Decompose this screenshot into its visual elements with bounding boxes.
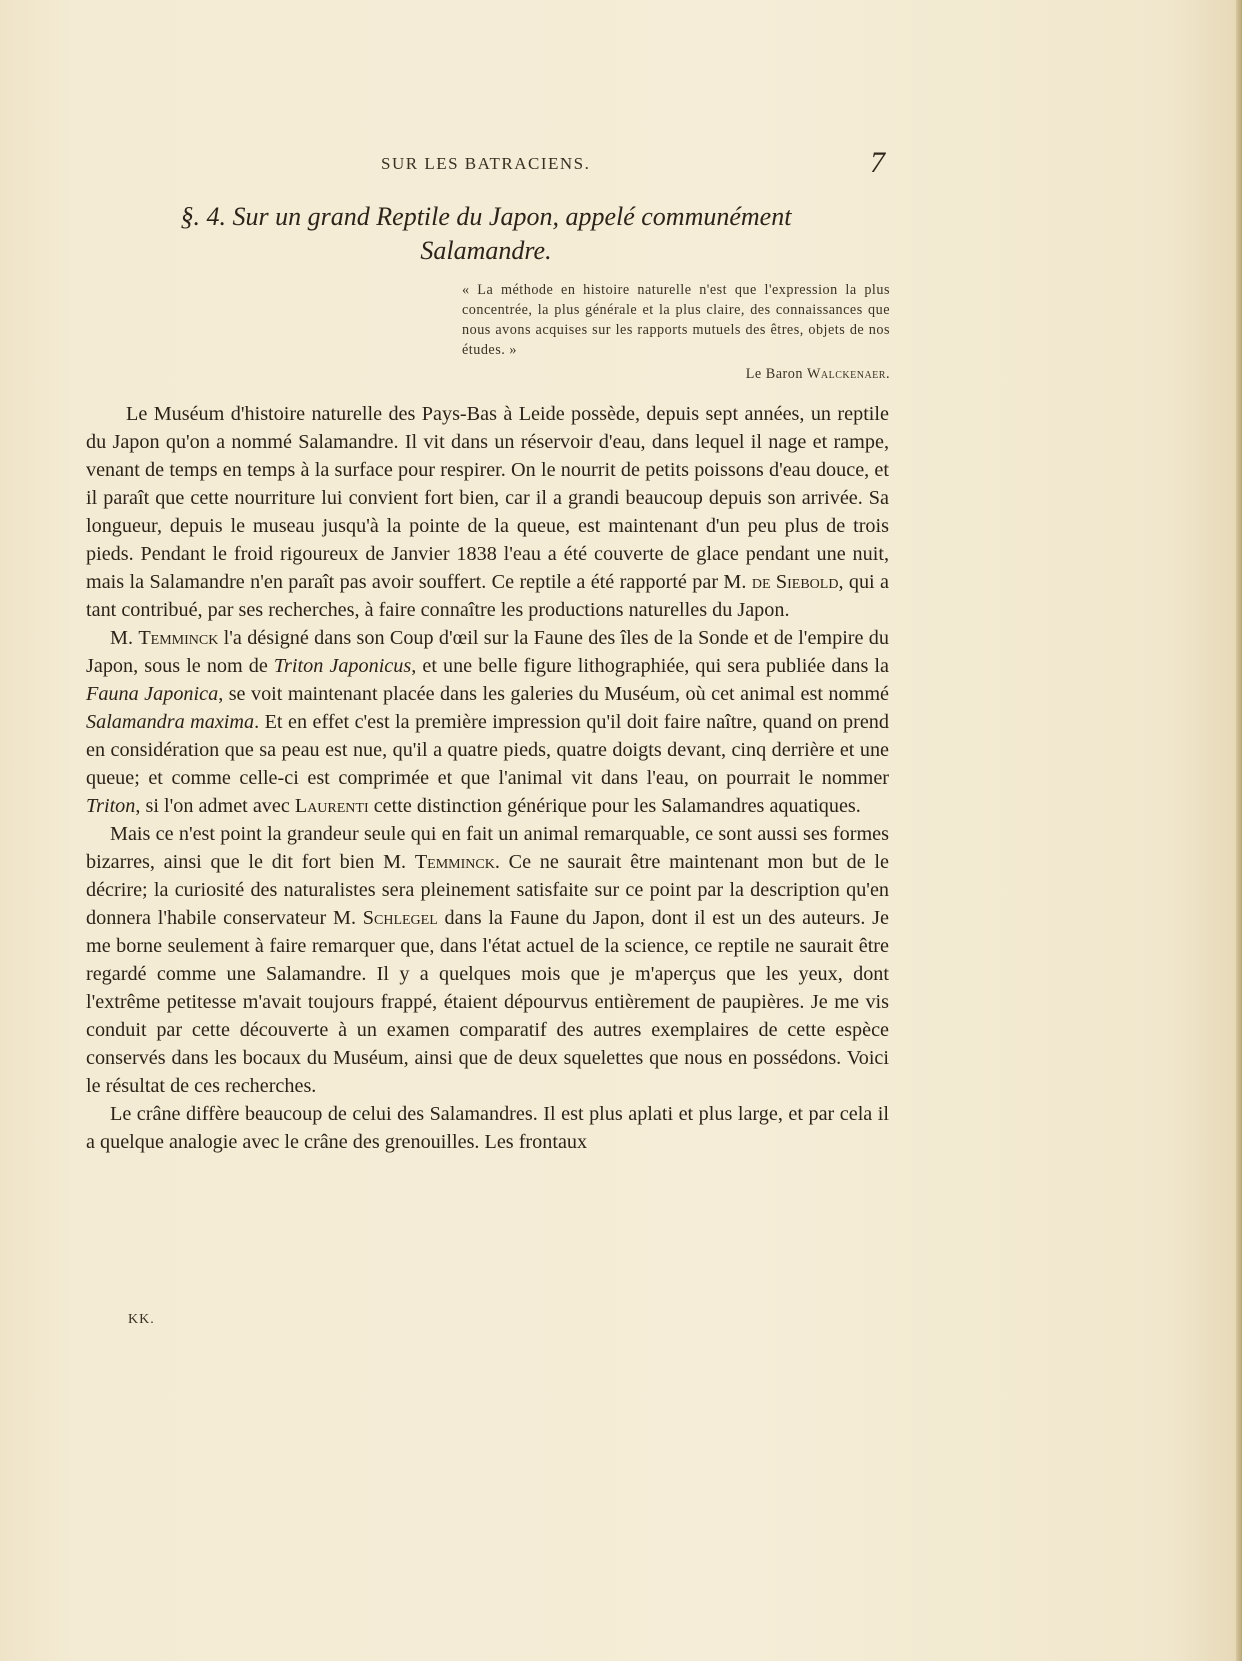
paragraph-2-start: M. bbox=[110, 627, 133, 649]
person-name: Laurenti bbox=[294, 795, 369, 817]
signature-mark: KK. bbox=[128, 1312, 155, 1327]
paragraph-4 bbox=[86, 1100, 889, 1156]
body-text bbox=[86, 400, 889, 1156]
epigraph-quote: « La méthode en histoire naturelle n'est que l'expression la plus concentrée, la plus générale et la plus claire, des connaissances que nous avons acquises sur les rapports mutuels des êtres, objets de nos études. » bbox=[462, 282, 890, 358]
work-title: Fauna Japonica bbox=[86, 683, 219, 705]
species-name: Triton Japonicus bbox=[273, 655, 412, 677]
person-name: Temminck bbox=[138, 627, 219, 649]
species-name: Salamandra maxima bbox=[86, 711, 255, 733]
paragraph-2-text-e: , si l'on admet avec bbox=[135, 795, 295, 817]
epigraph-author-name: Walckenaer. bbox=[807, 366, 890, 382]
paragraph-3 bbox=[86, 820, 889, 1100]
person-name: Temminck bbox=[414, 851, 495, 873]
section-heading-line1 bbox=[86, 200, 886, 234]
epigraph-author-prefix: Le Baron bbox=[745, 366, 803, 382]
epigraph-author bbox=[462, 366, 890, 383]
section-title-line1: Sur un grand Reptile du Japon, appelé communément bbox=[232, 202, 792, 231]
person-name: Schlegel bbox=[362, 907, 438, 929]
paragraph-1 bbox=[86, 400, 889, 624]
section-heading bbox=[86, 200, 886, 268]
paragraph-1-text: Le Muséum d'histoire naturelle des Pays-Bas à Leide possède, depuis sept années, un reptile du Japon qu'on a nommé Salamandre. Il vit dans un réservoir d'eau, dans lequel il nage et rampe, venant de temps en temps à la surface pour respirer. On le nourrit de petits poissons d'eau douce, et il paraît que cette nourriture lui convient fort bien, car il a grandi beaucoup depuis son arrivée. Sa longueur, depuis le museau jusqu'à la pointe de la queue, est maintenant d'un peu plus de trois pieds. Pendant le froid rigoureux de Janvier 1838 l'eau a été couverte de glace pendant une nuit, mais la Salamandre n'en paraît pas avoir souffert. Ce reptile a été rapporté par M. bbox=[86, 403, 889, 593]
running-title: SUR LES BATRACIENS. bbox=[381, 154, 591, 173]
paragraph-2-text-a: l'a désigné dans son Coup d'œil sur la Faune des îles de la Sonde et de l'empire du Japon, sous le nom de bbox=[86, 627, 889, 677]
paragraph-2 bbox=[86, 624, 889, 820]
section-title-line2: Salamandre. bbox=[420, 236, 552, 265]
paragraph-2-text-b: , et une belle figure lithographiée, qui sera publiée dans la bbox=[411, 655, 889, 677]
page-number: 7 bbox=[870, 146, 885, 179]
paragraph-3-text-c: dans la Faune du Japon, dont il est un des auteurs. Je me borne seulement à faire remarquer que, dans l'état actuel de la science, ce reptile ne saurait être regardé comme une Salamandre. Il y a quelques mois que je m'aperçus que les yeux, dont l'extrême petitesse m'avait toujours frappé, étaient dépourvus entièrement de paupières. Je me vis conduit par cette découverte à un examen comparatif des autres exemplaires de cette espèce conservés dans les bocaux du Muséum, ainsi que de deux squelettes que nous en possédons. Voici le résultat de ces recherches. bbox=[86, 907, 889, 1097]
paragraph-3-text-b: . Ce ne saurait être maintenant mon but de le décrire; la curiosité des naturalistes sera pleinement satisfaite sur ce point par la description qu'en donnera l'habile conservateur M. bbox=[86, 851, 889, 929]
paragraph-2-text-d: . Et en effet c'est la première impression qu'il doit faire naître, quand on prend en considération que sa peau est nue, qu'il a quatre pieds, quatre doigts devant, cinq derrière et une queue; et comme celle-ci est comprimée et que l'animal vit dans l'eau, on pourrait le nommer bbox=[86, 711, 889, 789]
section-number: §. 4. bbox=[180, 202, 227, 231]
genus-name: Triton bbox=[86, 795, 136, 817]
page-edge bbox=[1236, 0, 1242, 1661]
running-head bbox=[86, 146, 886, 180]
paragraph-4-text: Le crâne diffère beaucoup de celui des Salamandres. Il est plus aplati et plus large, et par cela il a quelque analogie avec le crâne des grenouilles. Les frontaux bbox=[86, 1103, 889, 1153]
paragraph-2-text-c: , se voit maintenant placée dans les galeries du Muséum, où cet animal est nommé bbox=[218, 683, 889, 705]
paragraph-2-text-f: cette distinction générique pour les Salamandres aquatiques. bbox=[368, 795, 861, 817]
paragraph-3-text-a: Mais ce n'est point la grandeur seule qui en fait un animal remarquable, ce sont aussi ses formes bizarres, ainsi que le dit fort bien M. bbox=[86, 823, 889, 873]
person-name: de Siebold bbox=[751, 571, 839, 593]
paragraph-1-end: , qui a tant contribué, par ses recherches, à faire connaître les productions naturelles du Japon. bbox=[86, 571, 890, 621]
